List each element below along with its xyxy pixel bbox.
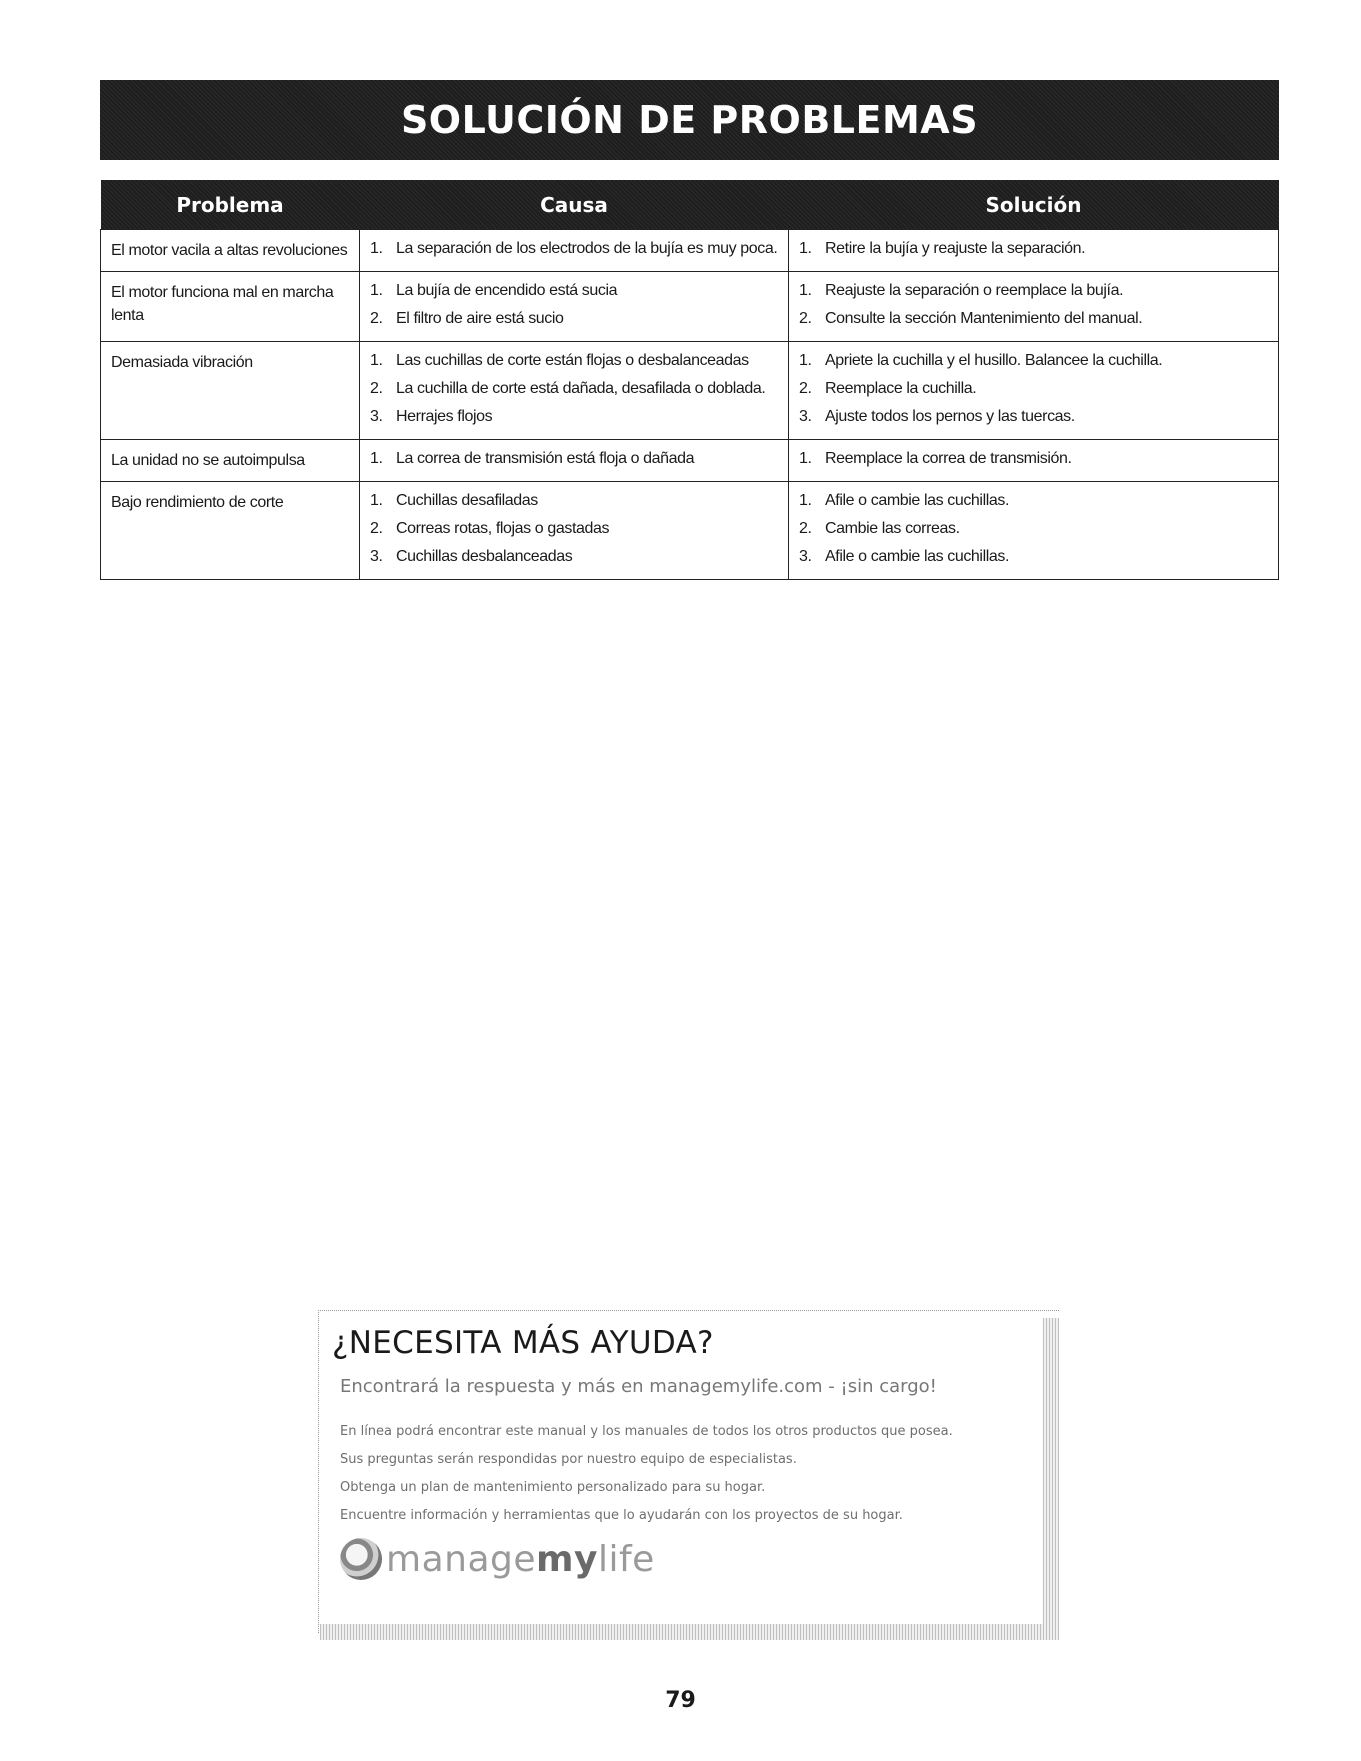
- solution-item: [799, 449, 1270, 469]
- solution-text: Afile o cambie las cuchillas.: [825, 548, 1010, 565]
- problem-text: Bajo rendimiento de corte: [111, 494, 284, 511]
- list-number: 1.: [370, 352, 383, 369]
- solution-cell: [789, 482, 1279, 580]
- managemylife-logo: [340, 1538, 655, 1580]
- solution-text: Afile o cambie las cuchillas.: [825, 492, 1010, 509]
- cause-text: La bujía de encendido está sucia: [396, 282, 618, 299]
- header-causa: Causa: [360, 180, 789, 230]
- cause-text: Las cuchillas de corte están flojas o desbalanceadas: [396, 352, 749, 369]
- cause-item: [370, 407, 780, 427]
- list-number: 1.: [799, 240, 812, 257]
- solution-cell: [789, 230, 1279, 272]
- problem-text: La unidad no se autoimpulsa: [111, 452, 305, 469]
- cause-cell: [360, 230, 789, 272]
- table-row: [101, 482, 1279, 580]
- list-number: 2.: [370, 310, 383, 327]
- list-number: 1.: [799, 282, 812, 299]
- solution-cell: [789, 342, 1279, 440]
- solution-text: Reajuste la separación o reemplace la bujía.: [825, 282, 1124, 299]
- cause-text: Correas rotas, flojas o gastadas: [396, 520, 610, 537]
- solution-cell: [789, 272, 1279, 342]
- cause-text: El filtro de aire está sucio: [396, 310, 564, 327]
- cause-item: [370, 281, 780, 301]
- list-number: 1.: [799, 492, 812, 509]
- solution-list: [799, 351, 1270, 427]
- solution-text: Reemplace la cuchilla.: [825, 380, 977, 397]
- list-number: 3.: [370, 408, 383, 425]
- cause-list: [370, 449, 780, 469]
- table-header-row: [101, 180, 1279, 230]
- list-number: 2.: [799, 520, 812, 537]
- cause-item: [370, 239, 780, 259]
- solution-cell: [789, 440, 1279, 482]
- list-number: 3.: [799, 408, 812, 425]
- solution-item: [799, 351, 1270, 371]
- solution-text: Ajuste todos los pernos y las tuercas.: [825, 408, 1075, 425]
- list-number: 1.: [370, 492, 383, 509]
- help-line: En línea podrá encontrar este manual y los manuales de todos los otros productos que posea.: [340, 1424, 953, 1439]
- troubleshooting-table: [100, 180, 1279, 580]
- list-number: 2.: [370, 520, 383, 537]
- solution-list: [799, 491, 1270, 567]
- solution-text: Consulte la sección Mantenimiento del manual.: [825, 310, 1143, 327]
- solution-list: [799, 239, 1270, 259]
- solution-item: [799, 309, 1270, 329]
- cause-text: Cuchillas desbalanceadas: [396, 548, 573, 565]
- problem-text: El motor funciona mal en marcha lenta: [111, 284, 334, 324]
- cause-text: Cuchillas desafiladas: [396, 492, 538, 509]
- problem-text: El motor vacila a altas revoluciones: [111, 242, 348, 259]
- cause-item: [370, 309, 780, 329]
- cause-cell: [360, 482, 789, 580]
- solution-text: Apriete la cuchilla y el husillo. Balancee la cuchilla.: [825, 352, 1163, 369]
- solution-text: Retire la bujía y reajuste la separación.: [825, 240, 1086, 257]
- cause-item: [370, 379, 780, 399]
- page-title: SOLUCIÓN DE PROBLEMAS: [400, 98, 979, 142]
- table-row: [101, 440, 1279, 482]
- list-number: 2.: [799, 310, 812, 327]
- cause-item: [370, 519, 780, 539]
- solution-text: Cambie las correas.: [825, 520, 960, 537]
- solution-text: Reemplace la correa de transmisión.: [825, 450, 1072, 467]
- help-box-shadow: [1043, 1318, 1059, 1640]
- logo-wordmark: managemylife: [386, 1538, 655, 1580]
- cause-cell: [360, 440, 789, 482]
- cause-list: [370, 281, 780, 329]
- solution-item: [799, 519, 1270, 539]
- list-number: 1.: [799, 450, 812, 467]
- help-box-shadow: [320, 1624, 1059, 1640]
- list-number: 1.: [370, 282, 383, 299]
- help-line: Sus preguntas serán respondidas por nuestro equipo de especialistas.: [340, 1452, 797, 1467]
- header-problema: Problema: [101, 180, 360, 230]
- cause-cell: [360, 272, 789, 342]
- list-number: 1.: [370, 450, 383, 467]
- table-row: [101, 272, 1279, 342]
- help-title: ¿NECESITA MÁS AYUDA?: [332, 1325, 714, 1361]
- cause-item: [370, 351, 780, 371]
- cause-item: [370, 449, 780, 469]
- list-number: 3.: [799, 548, 812, 565]
- problem-cell: [101, 230, 360, 272]
- help-subtitle: Encontrará la respuesta y más en managemylife.com - ¡sin cargo!: [340, 1376, 937, 1397]
- cause-cell: [360, 342, 789, 440]
- table-row: [101, 342, 1279, 440]
- solution-item: [799, 379, 1270, 399]
- cause-list: [370, 351, 780, 427]
- solution-item: [799, 547, 1270, 567]
- cause-text: La separación de los electrodos de la bujía es muy poca.: [396, 240, 778, 257]
- header-solucion: Solución: [789, 180, 1279, 230]
- help-lines: [340, 1418, 953, 1530]
- help-line: Obtenga un plan de mantenimiento personalizado para su hogar.: [340, 1480, 766, 1495]
- cause-text: La correa de transmisión está floja o dañada: [396, 450, 695, 467]
- cause-item: [370, 547, 780, 567]
- solution-list: [799, 449, 1270, 469]
- solution-item: [799, 491, 1270, 511]
- problem-cell: [101, 272, 360, 342]
- list-number: 2.: [370, 380, 383, 397]
- title-banner: [100, 80, 1279, 160]
- problem-cell: [101, 482, 360, 580]
- problem-cell: [101, 440, 360, 482]
- list-number: 1.: [799, 352, 812, 369]
- cause-list: [370, 491, 780, 567]
- cause-list: [370, 239, 780, 259]
- logo-circle-icon: [340, 1538, 382, 1580]
- list-number: 1.: [370, 240, 383, 257]
- cause-text: Herrajes flojos: [396, 408, 493, 425]
- help-line: Encuentre información y herramientas que lo ayudarán con los proyectos de su hogar.: [340, 1508, 903, 1523]
- cause-item: [370, 491, 780, 511]
- cause-text: La cuchilla de corte está dañada, desafilada o doblada.: [396, 380, 766, 397]
- list-number: 2.: [799, 380, 812, 397]
- table-row: [101, 230, 1279, 272]
- problem-cell: [101, 342, 360, 440]
- page-number: 79: [665, 1688, 696, 1713]
- solution-item: [799, 281, 1270, 301]
- solution-item: [799, 239, 1270, 259]
- solution-list: [799, 281, 1270, 329]
- problem-text: Demasiada vibración: [111, 354, 253, 371]
- solution-item: [799, 407, 1270, 427]
- list-number: 3.: [370, 548, 383, 565]
